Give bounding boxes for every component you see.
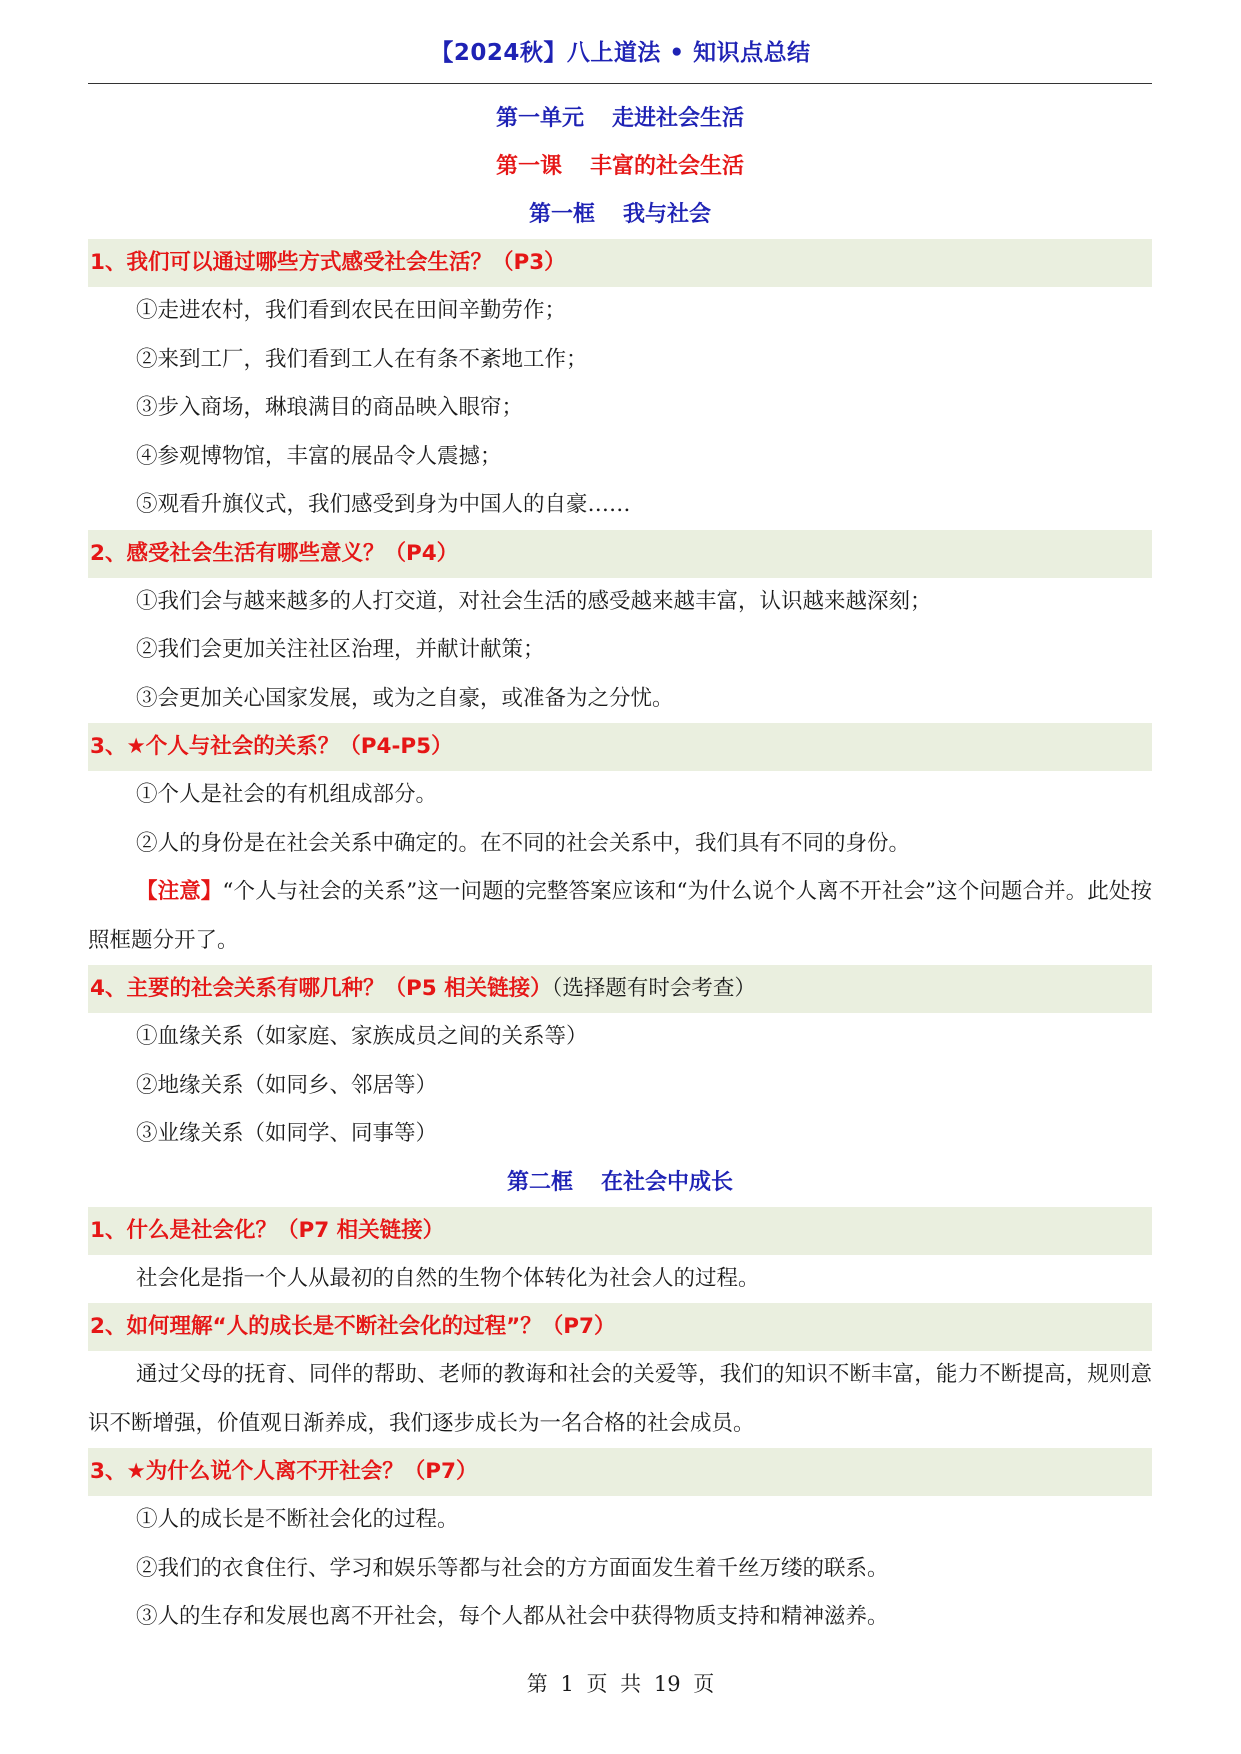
- frame1-label: 第一框: [528, 202, 595, 227]
- answer-item: ②来到工厂，我们看到工人在有条不紊地工作；: [136, 346, 588, 372]
- frame2-name: 在社会中成长: [601, 1169, 734, 1195]
- answer-item: ③步入商场，琳琅满目的商品映入眼帘；: [136, 395, 524, 420]
- frame2-title: [88, 1159, 1152, 1207]
- unit-name: 走进社会生活: [612, 106, 745, 131]
- question-heading: 3、★个人与社会的关系？（P4-P5）: [88, 723, 1152, 771]
- question-heading: 3、★为什么说个人离不开社会？（P7）: [88, 1448, 1152, 1496]
- unit-label: 第一单元: [495, 106, 584, 131]
- answer-item: ③业缘关系（如同学、同事等）: [136, 1121, 438, 1146]
- answer-item: ③会更加关心国家发展，或为之自豪，或准备为之分忧。: [136, 685, 674, 711]
- answer-item: ①人的成长是不断社会化的过程。: [136, 1507, 459, 1532]
- question-extra-note: （选择题有时会考查）: [551, 976, 756, 1001]
- document-body: [88, 95, 1152, 1642]
- answer-item: ①我们会与越来越多的人打交道，对社会生活的感受越来越丰富，认识越来越深刻；: [136, 588, 932, 614]
- answer-item: ①血缘关系（如家庭、家族成员之间的关系等）: [136, 1024, 588, 1049]
- frame2-label: 第二框: [506, 1169, 573, 1195]
- note-paragraph: [88, 868, 1152, 965]
- lesson-label: 第一课: [495, 154, 562, 179]
- page-footer-number: 第 1 页 共 19 页: [526, 1672, 715, 1696]
- question-heading: 1、什么是社会化？（P7 相关链接）: [88, 1207, 1152, 1255]
- question-heading: [88, 965, 1152, 1013]
- note-text: “个人与社会的关系”这一问题的完整答案应该和“为什么说个人离不开社会”这个问题合并。此处按照框题分开了。: [88, 879, 1152, 953]
- page-header-title: 【2024秋】八上道法 • 知识点总结: [430, 40, 811, 66]
- unit-title: [88, 95, 1152, 143]
- answer-item: ①走进农村，我们看到农民在田间辛勤劳作；: [136, 298, 567, 323]
- answer-item: ⑤观看升旗仪式，我们感受到身为中国人的自豪……: [136, 492, 631, 517]
- answer-item: ②人的身份是在社会关系中确定的。在不同的社会关系中，我们具有不同的身份。: [136, 830, 911, 856]
- question-title: 4、主要的社会关系有哪几种？（P5 相关链接）: [90, 976, 552, 1001]
- frame1-title: [88, 191, 1152, 239]
- answer-item: ②我们会更加关注社区治理，并献计献策；: [136, 637, 545, 662]
- answer-text: 通过父母的抚育、同伴的帮助、老师的教诲和社会的关爱等，我们的知识不断丰富，能力不断提高，规则意识不断增强，价值观日渐养成，我们逐步成长为一名合格的社会成员。: [88, 1362, 1152, 1436]
- lesson-title: [88, 143, 1152, 191]
- answer-item: ①个人是社会的有机组成部分。: [136, 782, 438, 807]
- question-heading: 2、感受社会生活有哪些意义？（P4）: [88, 530, 1152, 578]
- answer-item: ③人的生存和发展也离不开社会，每个人都从社会中获得物质支持和精神滋养。: [136, 1604, 889, 1629]
- answer-item: ④参观博物馆，丰富的展品令人震撼；: [136, 443, 502, 469]
- header-divider: [88, 83, 1152, 84]
- question-heading: 1、我们可以通过哪些方式感受社会生活？（P3）: [88, 239, 1152, 287]
- answer-text: 社会化是指一个人从最初的自然的生物个体转化为社会人的过程。: [136, 1265, 760, 1291]
- question-heading: 2、如何理解“人的成长是不断社会化的过程”？（P7）: [88, 1303, 1152, 1351]
- answer-item: ②我们的衣食住行、学习和娱乐等都与社会的方方面面发生着千丝万缕的联系。: [136, 1555, 889, 1581]
- lesson-name: 丰富的社会生活: [590, 154, 745, 179]
- note-label: 【注意】: [136, 879, 223, 904]
- frame1-name: 我与社会: [623, 202, 712, 227]
- answer-item: ②地缘关系（如同乡、邻居等）: [136, 1072, 438, 1098]
